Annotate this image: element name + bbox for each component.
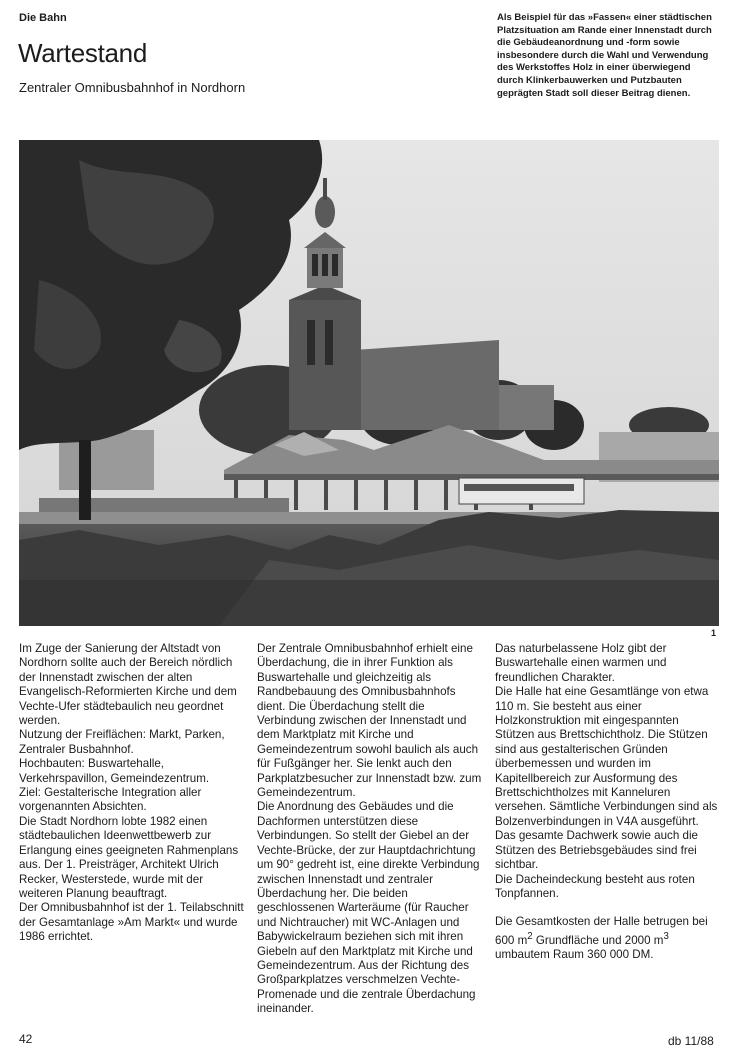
body-column-1 xyxy=(19,642,245,945)
body-text-col3b xyxy=(495,915,721,962)
cost-text-part2: Grundfläche und 2000 m xyxy=(532,933,664,947)
intro-text: Als Beispiel für das »Fassen« einer städtischen Platzsituation am Rande einer Innenstadt durch die Gebäudeanordnung und -form sowie insbesondere durch die Wahl und Verwendung des Werkstoffes Holz in einer überwiegend durch Klinkerbauwerken und Putzbauten geprägten Stadt soll dieser Beitrag dienen. xyxy=(497,12,712,99)
body-column-3 xyxy=(495,642,721,962)
body-column-2 xyxy=(257,642,483,1017)
body-text-col1: Im Zuge der Sanierung der Altstadt von Nordhorn sollte auch der Bereich nördlich der Innenstadt zwischen der alten Evangelisch-Reformierten Kirche und dem Vechte-Ufer städtebaulich neu geordnet werden. Nutzung der Freiflächen: Markt, Parken, Zentraler Busbahnhof. Hochbauten: Buswartehalle, Verkehrspavillon, Gemeindezentrum. Ziel: Gestalterische Integration aller vorgenannten Absichten. Die Stadt Nordhorn lobte 1982 einen städtebaulichen Ideenwettbewerb zur Erlangung eines geeigneten Rahmenplans aus. Der 1. Preisträger, Architekt Ulrich Recker, Westerstede, wurde mit der weiteren Planung beauftragt. Der Omnibusbahnhof ist der 1. Teilabschnitt der Gesamtanlage »Am Markt« und wurde 1986 errichtet. xyxy=(19,642,244,944)
superscript-3: 3 xyxy=(663,930,669,942)
figure-number: 1 xyxy=(711,628,717,638)
section-label: Die Bahn xyxy=(19,12,67,24)
article-subtitle: Zentraler Omnibusbahnhof in Nordhorn xyxy=(19,80,246,95)
page-number: 42 xyxy=(19,1032,33,1046)
issue-label: db 11/88 xyxy=(668,1034,714,1048)
cost-text-part1: Die Gesamtkosten der Halle betrugen bei 600 m xyxy=(495,915,708,947)
cost-text-part3: umbautem Raum 360 000 DM. xyxy=(495,947,654,961)
superscript-2: 2 xyxy=(527,930,533,942)
photo-bus-station xyxy=(19,140,719,626)
article-title: Wartestand xyxy=(18,38,147,68)
body-text-col2: Der Zentrale Omnibusbahnhof erhielt eine Überdachung, die in ihrer Funktion als Buswartehalle und gleichzeitig als Randbebauung des Omnibusbahnhofs dient. Die Überdachung stellt die Verbindung zwischen der Innenstadt und dem Marktplatz mit Kirche und Gemeindezentrum sowohl baulich als auch für Fußgänger her. Sie lenkt auch den Parkplatzbesucher zur Innenstadt bzw. zum Gemeindezentrum. Die Anordnung des Gebäudes und die Dachformen unterstützen diese Verbindungen. So stellt der Giebel an der Vechte-Brücke, der zur Hauptdachrichtung um 90° gedreht ist, eine direkte Verbindung zwischen Innenstadt und zentraler Überdachung her. Die beiden geschlossenen Warteräume (für Raucher und Nichtraucher) mit WC-Anlagen und Babywickelraum beziehen sich mit ihren Giebeln auf den Marktplatz mit Kirche und Gemeindezentrum. Aus der Richtung des Großparkplatzes verschmelzen Vechte-Promenade und die zentrale Überdachung ineinander. xyxy=(257,642,482,1016)
body-text-col3a: Das naturbelassene Holz gibt der Buswartehalle einen warmen und freundlichen Charakter. Die Halle hat eine Gesamtlänge von etwa 110 m. Sie besteht aus einer Holzkonstruktion mit eingespannten Stützen aus Brettschichtholz. Die Stützen sind aus gestalterischen Gründen überbemessen und wurden im Kapitellbereich zur Ausformung des Brettschichtholzes mit Kanneluren versehen. Sämtliche Verbindungen sind als Bolzenverbindungen in V4A ausgeführt. Das gesamte Dachwerk sowie auch die Stützen des Betriebsgebäudes sind frei sichtbar. Die Dacheindeckung besteht aus roten Tonpfannen. xyxy=(495,642,718,900)
